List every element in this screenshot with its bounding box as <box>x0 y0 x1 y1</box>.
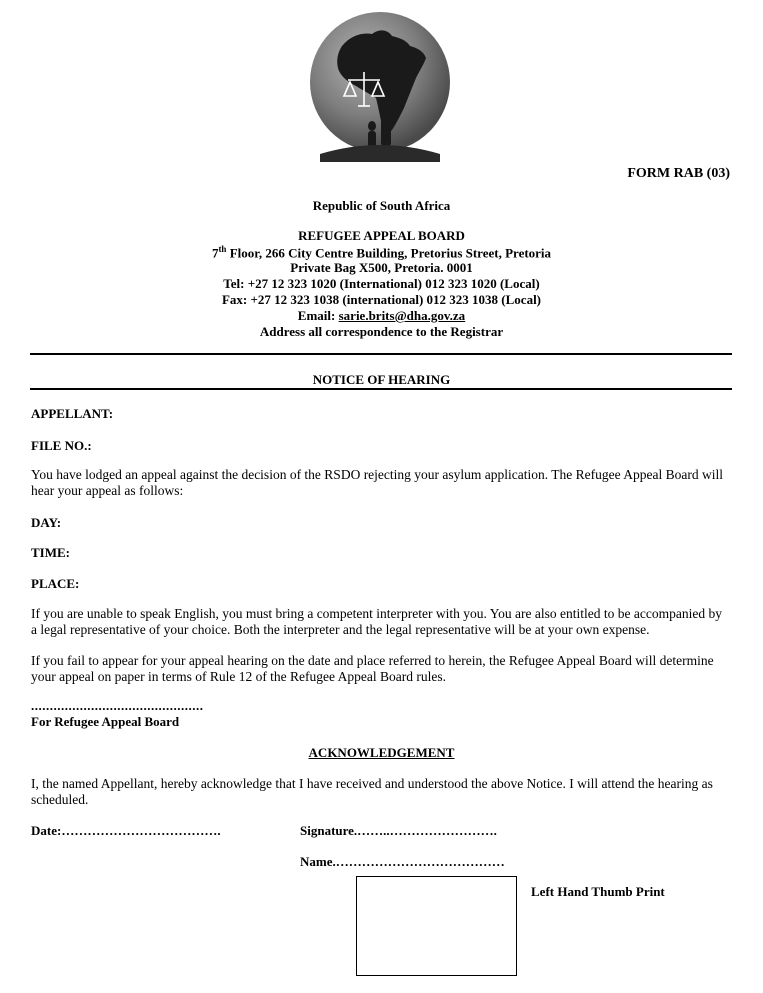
base-shape <box>320 145 440 162</box>
header-address <box>0 244 763 261</box>
header-board-name: REFUGEE APPEAL BOARD <box>298 228 465 243</box>
header-fax: Fax: +27 12 323 1038 (international) 012 323 1038 (Local) <box>221 292 542 307</box>
header-country: Republic of South Africa <box>312 198 451 213</box>
board-signature-label: For Refugee Appeal Board <box>31 714 180 729</box>
place-label: PLACE: <box>31 576 80 591</box>
interpreter-paragraph: If you are unable to speak English, you must bring a competent interpreter with you. You are also entitled to be accompanied by a legal representative of your choice. Both the interpreter and the legal representative will be at your own expense. <box>31 606 722 637</box>
day-label: DAY: <box>31 515 62 530</box>
header-correspondence: Address all correspondence to the Registrar <box>259 324 504 339</box>
acknowledgement-title: ACKNOWLEDGEMENT <box>308 745 455 760</box>
file-no-label: FILE NO.: <box>31 438 92 453</box>
time-label: TIME: <box>31 545 70 560</box>
email-link[interactable]: sarie.brits@dha.gov.za <box>338 308 466 323</box>
acknowledgement-text: I, the named Appellant, hereby acknowledge that I have received and understood the above Notice. I will attend the hearing as scheduled. <box>31 776 713 807</box>
fail-to-appear-paragraph: If you fail to appear for your appeal hearing on the date and place referred to herein, the Refugee Appeal Board will determine your appeal on paper in terms of Rule 12 of the Refugee Appeal Board rules. <box>31 653 714 684</box>
address-rest: Floor, 266 City Centre Building, Pretorius Street, Pretoria <box>226 245 552 261</box>
header-postal: Private Bag X500, Pretoria. 0001 <box>290 260 473 275</box>
header-tel: Tel: +27 12 323 1020 (International) 012 323 1020 (Local) <box>223 276 540 291</box>
email-label: Email: <box>297 308 339 323</box>
floor-number: 7 <box>211 245 219 261</box>
form-code: FORM RAB (03) <box>627 166 730 181</box>
appeal-lodged-paragraph: You have lodged an appeal against the decision of the RSDO rejecting your asylum application. The Refugee Appeal Board will hear your appeal as follows: <box>31 467 723 498</box>
signature-field[interactable]: Signature.……..……………………. <box>300 823 497 838</box>
board-signature-line: .............................................. <box>31 698 204 713</box>
appellant-label: APPELLANT: <box>31 406 114 421</box>
top-divider <box>30 353 732 355</box>
floor-superscript: th <box>218 244 227 254</box>
bottom-divider <box>30 388 732 390</box>
thumb-print-box <box>356 876 517 976</box>
date-field[interactable]: Date:………………………………. <box>31 823 221 838</box>
thumb-print-label: Left Hand Thumb Print <box>531 884 665 899</box>
header-email-line <box>0 308 763 324</box>
notice-title: NOTICE OF HEARING <box>312 372 451 387</box>
name-field[interactable]: Name.………………………………… <box>300 854 505 869</box>
board-logo <box>300 6 460 162</box>
